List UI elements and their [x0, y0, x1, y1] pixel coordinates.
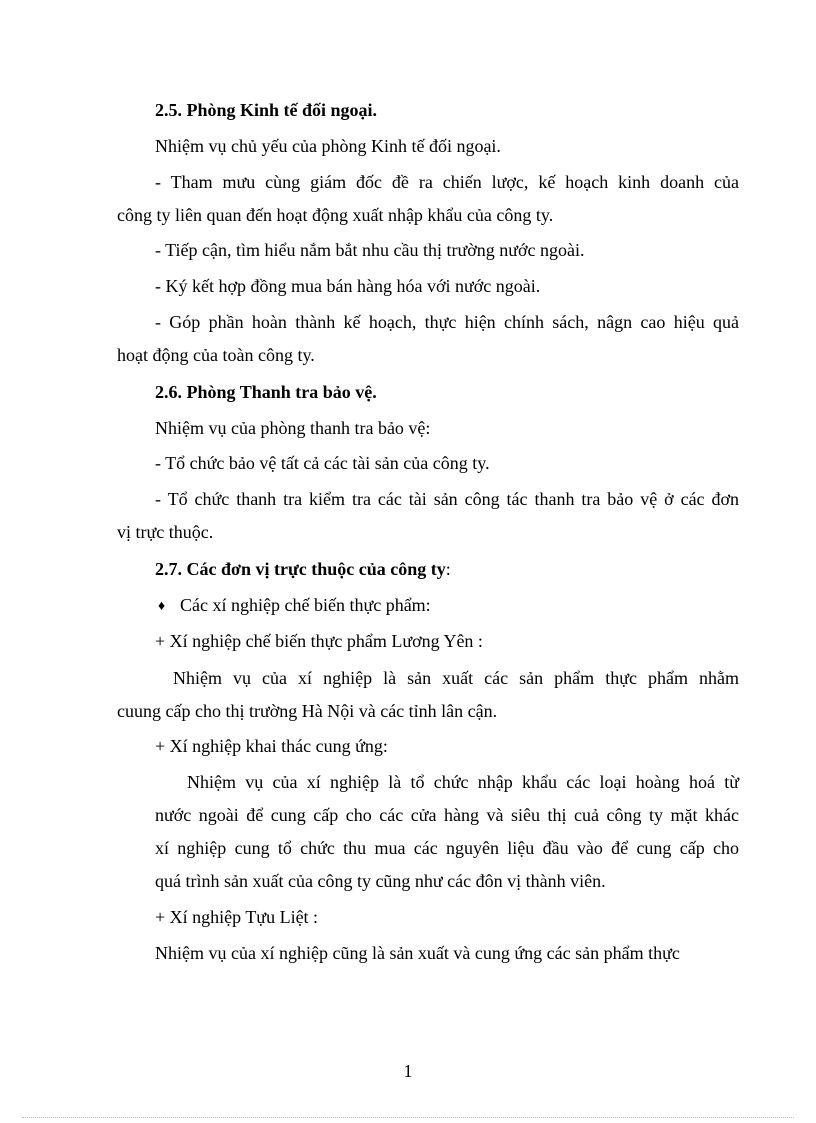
paragraph-continued: nước ngoài để cung cấp cho các cửa hàng và siêu thị cuả công ty mặt khác	[155, 805, 739, 825]
list-item: - Góp phần hoàn thành kế hoạch, thực hiện chính sách, nâgn cao hiệu quả	[155, 312, 739, 332]
paragraph: Nhiệm vụ của xí nghiệp là tổ chức nhập khẩu các loại hoàng hoá từ	[187, 772, 739, 792]
paragraph-continued: cuung cấp cho thị trường Hà Nội và các tỉnh lân cận.	[117, 701, 498, 721]
page-number: 1	[403, 1061, 413, 1081]
list-item: - Ký kết hợp đồng mua bán hàng hóa với nước ngoài.	[155, 276, 541, 296]
sub-item: + Xí nghiệp chế biến thực phẩm Lương Yên :	[155, 631, 483, 651]
list-item: - Tổ chức bảo vệ tất cả các tài sản của công ty.	[155, 453, 490, 473]
section-heading-2-5: 2.5. Phòng Kinh tế đối ngoại.	[155, 100, 378, 120]
footer-divider	[22, 1117, 794, 1118]
section-heading-2-6: 2.6. Phòng Thanh tra bảo vệ.	[155, 382, 377, 402]
heading-colon: :	[445, 559, 451, 579]
section-heading-2-7	[155, 558, 739, 580]
sub-item: + Xí nghiệp khai thác cung ứng:	[155, 736, 388, 756]
sub-item: + Xí nghiệp Tựu Liệt :	[155, 907, 319, 927]
list-item: - Tham mưu cùng giám đốc đề ra chiến lược, kế hoạch kinh doanh của	[155, 172, 739, 192]
bullet-item	[158, 594, 738, 619]
list-item-continued: vị trực thuộc.	[117, 522, 214, 542]
section-heading-text: 2.7. Các đơn vị trực thuộc của công ty	[155, 559, 446, 579]
list-item: - Tổ chức thanh tra kiểm tra các tài sản công tác thanh tra bảo vệ ở các đơn	[155, 489, 739, 509]
list-item-continued: công ty liên quan đến hoạt động xuất nhập khẩu của công ty.	[117, 205, 554, 225]
paragraph-continued: quá trình sản xuất của công ty cũng như các đôn vị thành viên.	[155, 871, 606, 891]
paragraph: Nhiệm vụ của phòng thanh tra bảo vệ:	[155, 418, 431, 438]
paragraph: Nhiệm vụ của xí nghiệp là sản xuất các sản phẩm thực phẩm nhằm	[173, 668, 739, 688]
list-item: - Tiếp cận, tìm hiểu nắm bắt nhu cầu thị trường nước ngoài.	[155, 240, 585, 260]
paragraph-continued: xí nghiệp cung tổ chức thu mua các nguyên liệu đầu vào để cung cấp cho	[155, 838, 739, 858]
paragraph: Nhiệm vụ chủ yếu của phòng Kinh tế đối ngoại.	[155, 136, 501, 156]
diamond-bullet-icon: ♦	[158, 599, 166, 614]
paragraph: Nhiệm vụ của xí nghiệp cũng là sản xuất và cung ứng các sản phẩm thực	[155, 943, 680, 963]
bullet-text: Các xí nghiệp chế biến thực phẩm:	[180, 595, 431, 615]
list-item-continued: hoạt động của toàn công ty.	[117, 345, 315, 365]
